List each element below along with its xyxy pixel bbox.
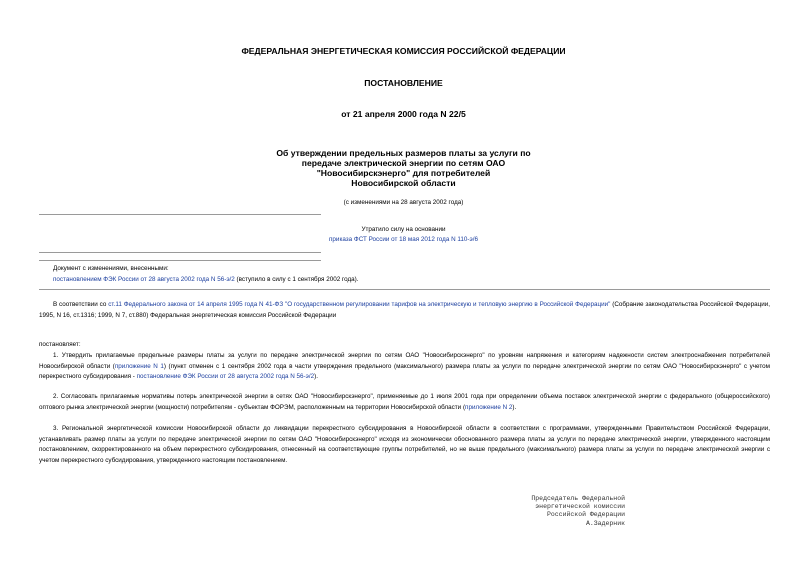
issuing-organization: ФЕДЕРАЛЬНАЯ ЭНЕРГЕТИЧЕСКАЯ КОМИССИЯ РОССИЙСКОЙ ФЕДЕРАЦИИ	[241, 46, 566, 56]
decides-word: постановляет:	[39, 341, 81, 348]
preamble-end: (Собрание законодательства Российской Федерации, 1995, N 16, ст.1316; 1999, N 7, ст.880) Федеральная энергетическая комиссия Российской Федерации	[39, 301, 770, 319]
title-line-1: Об утверждении предельных размеров платы за услуги по	[276, 148, 531, 158]
repealed-block	[0, 236, 807, 244]
signature-line-3: Российской Федерации	[546, 511, 625, 519]
item-1-text-c: ).	[314, 373, 318, 381]
item-1-paragraph	[39, 351, 770, 383]
signature-block	[531, 495, 625, 528]
preamble-start: В соответствии со	[53, 301, 109, 308]
item-2-text-a: 2. Согласовать прилагаемые нормативы потерь электрической энергии в сетях ОАО "Новосибирскэнерго", применяемые до 1 июля 2001 года при определении объема поставок электрической энергии с федерального (общероссийского) оптового рынка электрической энергии (мощности) потребителям - субъектам ФОРЭМ, расположенным на территории Новосибирской области (	[39, 393, 770, 411]
document-type: ПОСТАНОВЛЕНИЕ	[364, 78, 443, 88]
item-1-text-a: 1. Утвердить прилагаемые предельные размеры платы за услуги по передаче электрической энергии по сетям ОАО "Новосибирскэнерго" по уровням напряжения и категориям надежности систем электроснабжения потребителей Новосибирской области (	[39, 352, 770, 370]
divider-1	[39, 214, 321, 215]
item-2-paragraph	[39, 392, 770, 413]
divider-3	[39, 260, 321, 261]
document-date-number: от 21 апреля 2000 года N 22/5	[341, 109, 466, 119]
divider-2	[39, 252, 321, 253]
title-line-2: передаче электрической энергии по сетям ОАО	[301, 158, 506, 168]
signature-line-1: Председатель Федеральной	[531, 495, 625, 502]
appendix-1-link[interactable]: приложение N 1	[114, 362, 164, 370]
changes-link[interactable]: постановлением ФЭК России от 28 августа 2002 года N 56-э/2	[53, 276, 235, 283]
amendments-note: (с изменениями на 28 августа 2002 года)	[343, 199, 464, 206]
appendix-2-link[interactable]: приложение N 2	[465, 403, 513, 411]
signature-name: А.Задерник	[585, 519, 625, 527]
item-3-paragraph: 3. Региональной энергетической комиссии Новосибирской области до ликвидации перекрестного субсидирования в Новосибирской области в соответствии с программами, утвержденными Правительством Российской Федерации, устанавливать размер платы за услуги по передаче электрической энергии по сетям ОАО "Новосибирскэнерго" исходя из экономически обоснованного размера платы за услуги по передаче электрической энергии, утвержденного настоящим постановлением, скорректированного на объем перекрестного субсидирования, отнесенный на соответствующие группы потребителей, но не выше предельного (максимального) размера платы за услуги по передаче электрической энергии с учетом перекрестного субсидирования, утвержденного настоящим постановлением.	[39, 425, 770, 464]
repeal-order-link[interactable]: приказа ФСТ России от 18 мая 2012 года N 110-э/6	[329, 236, 478, 243]
preamble-paragraph	[39, 300, 770, 321]
title-line-3: "Новосибирскэнерго" для потребителей	[316, 168, 491, 178]
changes-suffix: (вступило в силу с 1 сентября 2002 года).	[234, 276, 359, 283]
changes-line	[53, 276, 753, 284]
law-article-link[interactable]: ст.11 Федерального закона от 14 апреля 1995 года N 41-ФЗ "О государственном регулировании тарифов на электрическую и тепловую энергию в Российской Федерации"	[108, 301, 611, 308]
document-title	[180, 148, 627, 188]
repealed-text: Утратило силу на основании	[361, 226, 446, 233]
signature-line-2: энергетической комиссии	[535, 503, 625, 511]
divider-4	[39, 289, 770, 290]
item-2-text-b: ).	[512, 403, 517, 411]
item-1-text-b: ) (пункт отменен с 1 сентября 2002 года в части утверждения предельного (максимального) размера платы за услуги по передаче электрической энергии по сетям ОАО "Новосибирскэнерго" с учетом перекрестного субсидирования -	[39, 362, 770, 381]
changes-label: Документ с изменениями, внесенными:	[53, 265, 169, 272]
title-line-4: Новосибирской области	[351, 178, 456, 188]
item-1-amendment-link[interactable]: постановление ФЭК России от 28 августа 2002 года N 56-э/2	[136, 373, 315, 381]
